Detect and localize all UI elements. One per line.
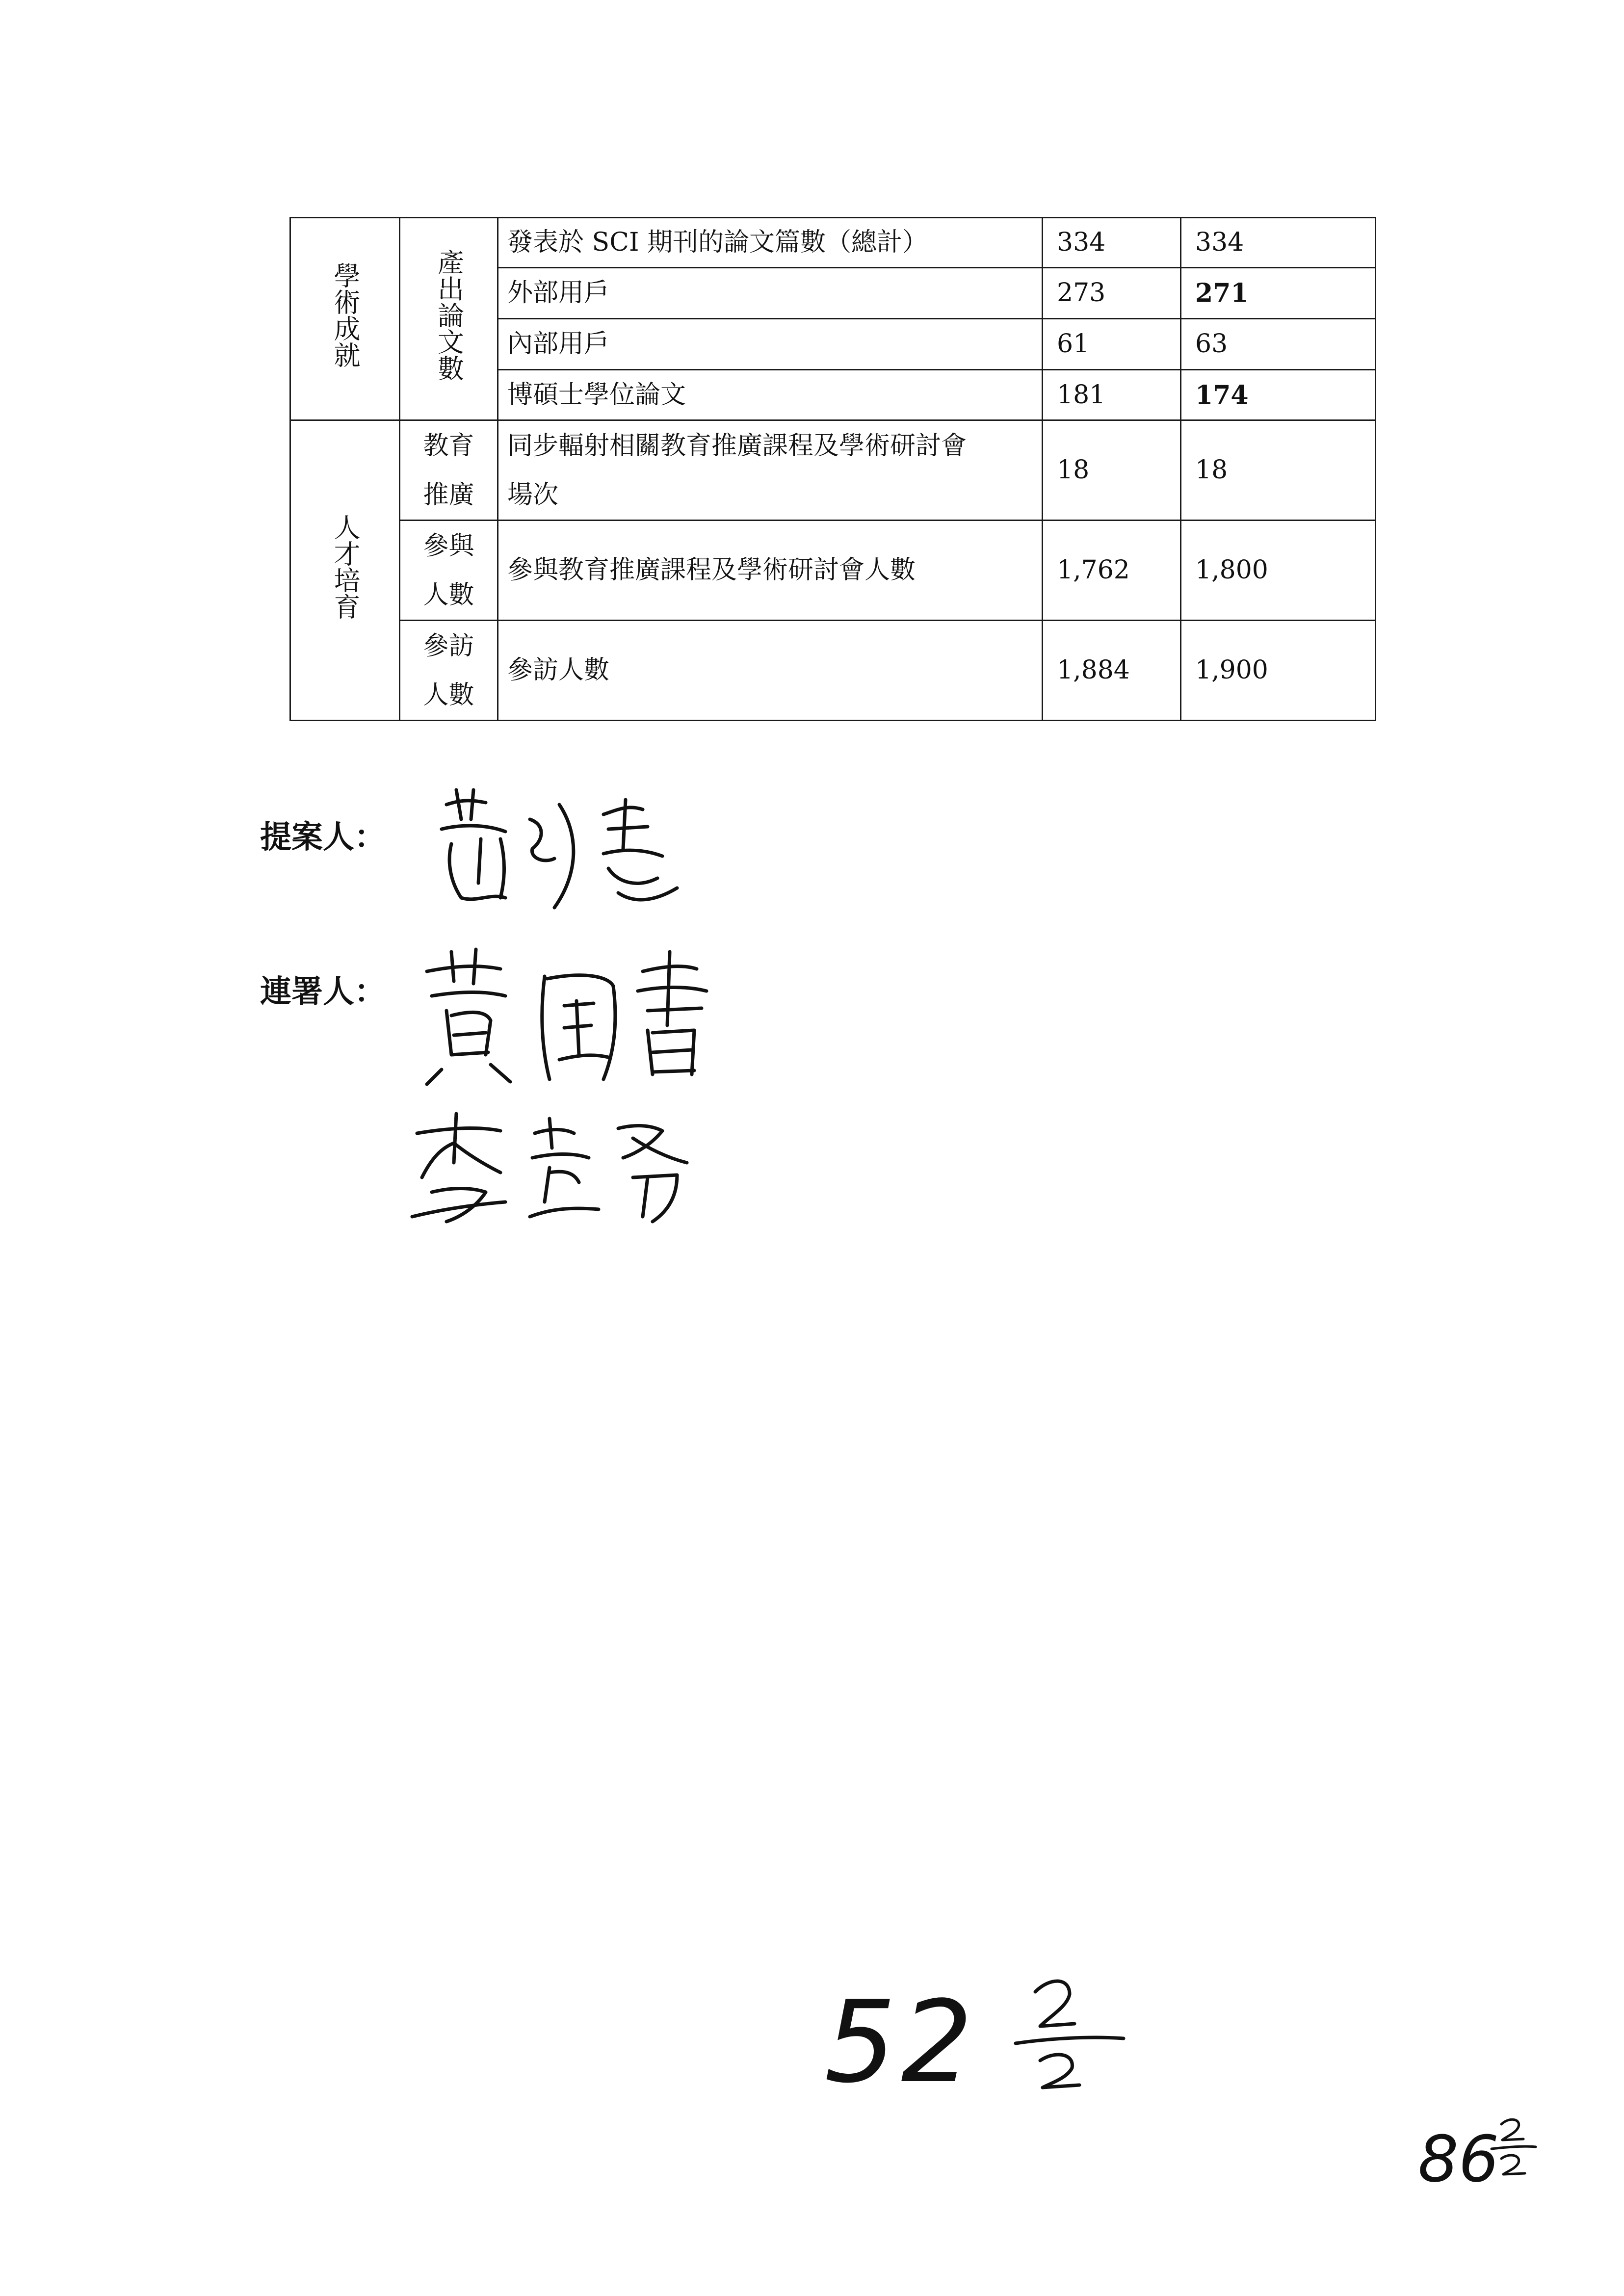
row-subcategory: 參訪 人數 — [400, 621, 498, 721]
table-row — [290, 420, 1376, 521]
cosigner-signature-2 — [402, 1104, 716, 1231]
row-value-2: 63 — [1181, 319, 1376, 370]
page-number-main-fraction — [1011, 1957, 1128, 2095]
row-value-1: 181 — [1043, 370, 1181, 420]
proposer-label: 提案人： — [260, 819, 386, 856]
row-value-2: 1,800 — [1181, 521, 1376, 621]
row-item: 同步輻射相關教育推廣課程及學術研討會 場次 — [498, 420, 1043, 521]
row-value-2: 334 — [1181, 218, 1376, 268]
row-item: 博碩士學位論文 — [498, 370, 1043, 420]
subcategory-papers: 產出論文數 — [400, 218, 498, 420]
row-subcategory: 教育 推廣 — [400, 420, 498, 521]
category-talent: 人才培育 — [290, 420, 400, 721]
row-value-1: 1,762 — [1043, 521, 1181, 621]
cosigner-label: 連署人： — [260, 973, 386, 1010]
cosigner-signature-1 — [417, 942, 721, 1089]
row-item: 內部用戶 — [498, 319, 1043, 370]
table-row — [290, 521, 1376, 621]
table-row — [290, 621, 1376, 721]
row-value-1: 1,884 — [1043, 621, 1181, 721]
row-value-1: 334 — [1043, 218, 1181, 268]
data-table — [289, 217, 1376, 721]
proposer-signature — [432, 785, 707, 913]
page-number-main: 52 — [824, 1977, 978, 2108]
row-value-1: 61 — [1043, 319, 1181, 370]
row-item: 外部用戶 — [498, 268, 1043, 319]
row-value-1: 18 — [1043, 420, 1181, 521]
row-subcategory: 參與 人數 — [400, 521, 498, 621]
row-item: 參與教育推廣課程及學術研討會人數 — [498, 521, 1043, 621]
page-number-secondary: 86 — [1418, 2122, 1499, 2196]
row-value-2: 1,900 — [1181, 621, 1376, 721]
row-value-2: 18 — [1181, 420, 1376, 521]
category-academic: 學術成就 — [290, 218, 400, 420]
row-item: 發表於 SCI 期刊的論文篇數（總計） — [498, 218, 1043, 268]
page-number-secondary-fraction — [1487, 2110, 1541, 2178]
row-value-2: 174 — [1181, 370, 1376, 420]
row-value-1: 273 — [1043, 268, 1181, 319]
table-row — [290, 218, 1376, 268]
row-value-2: 271 — [1181, 268, 1376, 319]
row-item: 參訪人數 — [498, 621, 1043, 721]
